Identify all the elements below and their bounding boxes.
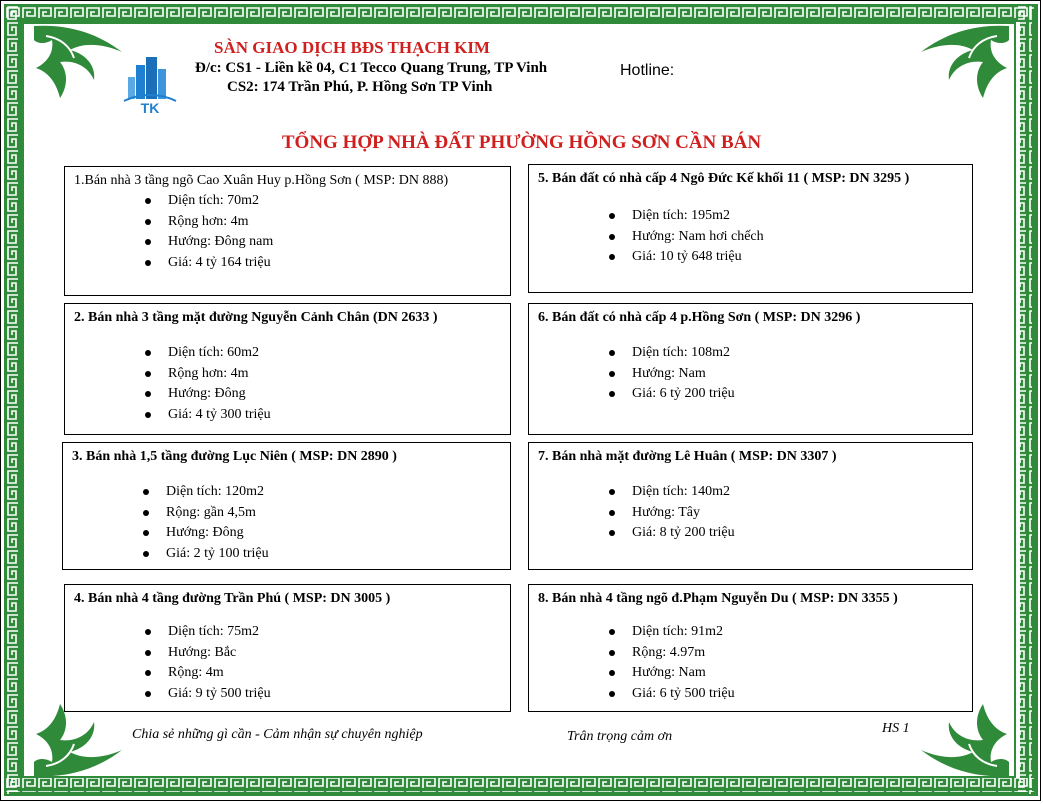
listing-details bbox=[65, 622, 271, 704]
listing-detail: Diện tích: 120m2 bbox=[63, 482, 269, 503]
listing-detail: Rộng hơn: 4m bbox=[65, 364, 271, 385]
listing-detail: Hướng: Tây bbox=[529, 503, 735, 524]
listing-card-1 bbox=[64, 166, 511, 296]
listing-card-3 bbox=[62, 442, 511, 570]
listing-detail: Diện tích: 195m2 bbox=[529, 206, 764, 227]
corner-ornament-top-right bbox=[897, 18, 1017, 108]
listing-detail: Rộng: 4m bbox=[65, 663, 271, 684]
listing-details bbox=[65, 191, 273, 273]
listing-detail: Rộng: gần 4,5m bbox=[63, 503, 269, 524]
listing-detail: Giá: 8 tỷ 200 triệu bbox=[529, 523, 735, 544]
listing-detail: Giá: 2 tỷ 100 triệu bbox=[63, 544, 269, 565]
listing-detail: Diện tích: 75m2 bbox=[65, 622, 271, 643]
listing-detail: Hướng: Nam bbox=[529, 663, 735, 684]
listing-detail: Giá: 6 tỷ 500 triệu bbox=[529, 684, 735, 705]
listing-details bbox=[529, 206, 764, 268]
footer-slogan: Chia sẻ những gì cần - Cảm nhận sự chuyên nghiệp bbox=[132, 727, 423, 742]
listing-detail: Hướng: Đông nam bbox=[65, 232, 273, 253]
address-line-2: CS2: 174 Trần Phú, P. Hồng Sơn TP Vinh bbox=[227, 79, 493, 95]
listing-detail: Diện tích: 70m2 bbox=[65, 191, 273, 212]
logo-text: TK bbox=[140, 100, 160, 115]
listing-details bbox=[529, 482, 735, 544]
listing-details bbox=[529, 622, 735, 704]
listing-title: 1.Bán nhà 3 tầng ngõ Cao Xuân Huy p.Hồng Sơn ( MSP: DN 888) bbox=[74, 173, 449, 188]
listing-card-2 bbox=[64, 303, 511, 435]
listing-detail: Rộng: 4.97m bbox=[529, 643, 735, 664]
listing-card-8 bbox=[528, 584, 973, 712]
listing-detail: Giá: 4 tỷ 300 triệu bbox=[65, 405, 271, 426]
listing-detail: Giá: 9 tỷ 500 triệu bbox=[65, 684, 271, 705]
address-line-1: Đ/c: CS1 - Liền kề 04, C1 Tecco Quang Trung, TP Vinh bbox=[195, 60, 548, 76]
listing-detail: Giá: 10 tỷ 648 triệu bbox=[529, 247, 764, 268]
listing-detail: Hướng: Đông bbox=[63, 523, 269, 544]
listing-detail: Diện tích: 60m2 bbox=[65, 343, 271, 364]
listing-detail: Hướng: Đông bbox=[65, 384, 271, 405]
listing-title: 4. Bán nhà 4 tầng đường Trần Phú ( MSP: DN 3005 ) bbox=[74, 591, 391, 606]
listing-detail: Giá: 4 tỷ 164 triệu bbox=[65, 253, 273, 274]
listing-card-7 bbox=[528, 442, 973, 570]
listing-details bbox=[529, 343, 735, 405]
listing-detail: Hướng: Nam bbox=[529, 364, 735, 385]
listing-detail: Diện tích: 108m2 bbox=[529, 343, 735, 364]
listing-title: 6. Bán đất có nhà cấp 4 p.Hồng Sơn ( MSP: DN 3296 ) bbox=[538, 310, 861, 325]
listing-detail: Diện tích: 91m2 bbox=[529, 622, 735, 643]
listing-card-6 bbox=[528, 303, 973, 435]
footer-thanks: Trân trọng cảm ơn bbox=[567, 729, 673, 744]
company-logo bbox=[122, 55, 178, 115]
listing-title: 5. Bán đất có nhà cấp 4 Ngô Đức Kế khối 11 ( MSP: DN 3295 ) bbox=[538, 171, 910, 186]
footer-page-code: HS 1 bbox=[882, 721, 910, 736]
listing-card-5 bbox=[528, 164, 973, 293]
company-name: SÀN GIAO DỊCH BĐS THẠCH KIM bbox=[214, 38, 490, 57]
listing-detail: Hướng: Nam hơi chếch bbox=[529, 227, 764, 248]
hotline-label: Hotline: bbox=[620, 62, 675, 79]
listing-detail: Giá: 6 tỷ 200 triệu bbox=[529, 384, 735, 405]
listing-details bbox=[63, 482, 269, 564]
listing-title: 8. Bán nhà 4 tầng ngõ đ.Phạm Nguyễn Du ( MSP: DN 3355 ) bbox=[538, 591, 898, 606]
listing-details bbox=[65, 343, 271, 425]
listing-title: 3. Bán nhà 1,5 tầng đường Lục Niên ( MSP: DN 2890 ) bbox=[72, 449, 397, 464]
listing-title: 2. Bán nhà 3 tầng mặt đường Nguyễn Cảnh Chân (DN 2633 ) bbox=[74, 310, 438, 325]
listing-detail: Rộng hơn: 4m bbox=[65, 212, 273, 233]
listing-detail: Diện tích: 140m2 bbox=[529, 482, 735, 503]
page-title: TỔNG HỢP NHÀ ĐẤT PHƯỜNG HỒNG SƠN CẦN BÁN bbox=[281, 132, 762, 153]
listing-title: 7. Bán nhà mặt đường Lê Huân ( MSP: DN 3307 ) bbox=[538, 449, 837, 464]
listing-card-4 bbox=[64, 584, 511, 712]
listing-detail: Hướng: Bắc bbox=[65, 643, 271, 664]
